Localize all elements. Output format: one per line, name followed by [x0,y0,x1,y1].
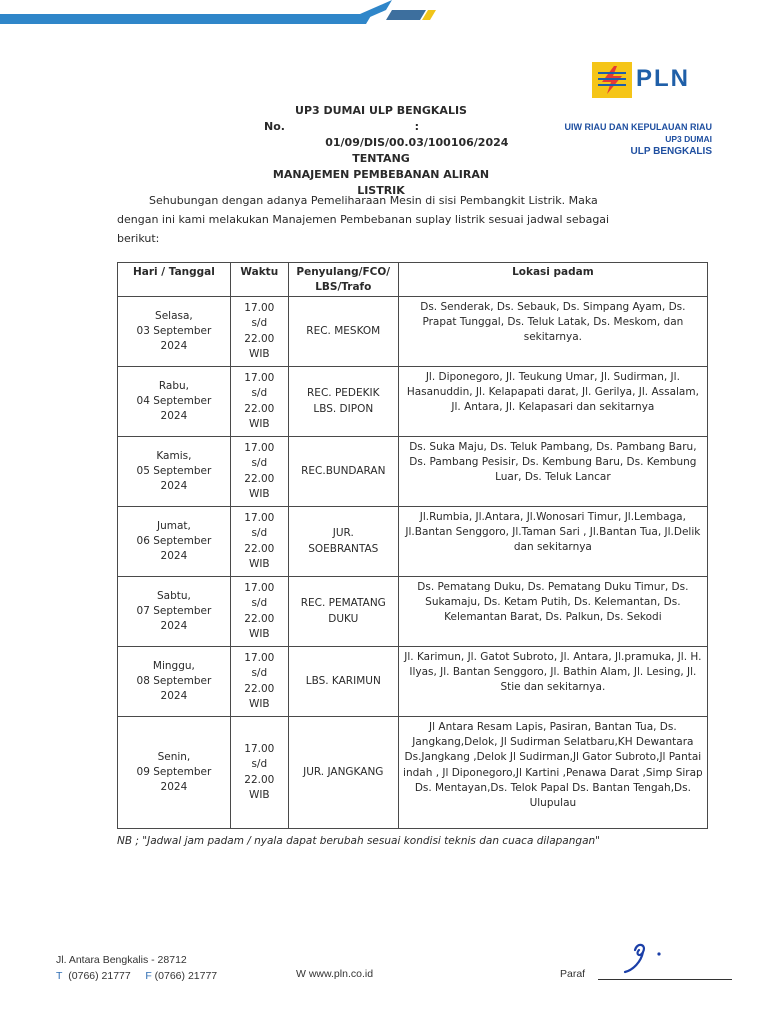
intro-paragraph [117,192,635,249]
unit-address-block [540,122,712,158]
cell-lokasi: Ds. Pematang Duku, Ds. Pematang Duku Timur, Ds. Sukamaju, Ds. Ketam Putih, Ds. Kelemantan, Ds. Kelemantan Barat, Ds. Palkun, Ds. Sekodi [398,577,707,647]
table-row [118,577,708,647]
table-row [118,367,708,437]
tel-value: (0766) 21777 [68,970,131,983]
web-label: W [296,968,306,980]
cell-penyulang: JUR. JANGKANG [288,717,398,829]
number-value: : 01/09/DIS/00.03/100106/2024 [325,119,509,149]
cell-lokasi: Jl.Rumbia, Jl.Antara, Jl.Wonosari Timur, Jl.Lembaga, Jl.Bantan Senggoro, Jl.Taman Sari , Jl.Bantan Tua, Jl.Delik dan sekitarnya [398,507,707,577]
unit-line-2: UP3 DUMAI [665,133,712,144]
cell-waktu: 17.00 s/d 22.00 WIB [230,437,288,507]
table-row [118,437,708,507]
signature-mark [615,940,675,980]
footer-address: Jl. Antara Bengkalis - 28712 [56,954,187,966]
table-row [118,507,708,577]
cell-hari: Kamis, 05 September 2024 [118,437,231,507]
cell-hari: Jumat, 06 September 2024 [118,507,231,577]
cell-penyulang: REC.BUNDARAN [288,437,398,507]
cell-hari: Rabu, 04 September 2024 [118,367,231,437]
schedule-table [117,262,708,829]
cell-penyulang: JUR. SOEBRANTAS [288,507,398,577]
number-label: No. [264,119,285,133]
header-lokasi: Lokasi padam [398,263,707,297]
heading-office: UP3 DUMAI ULP BENGKALIS [295,104,467,117]
table-row [118,297,708,367]
intro-line-1: Sehubungan dengan adanya Pemeliharaan Mesin di sisi Pembangkit Listrik. Maka [149,194,598,207]
pln-wordmark: PLN [636,65,690,92]
unit-line-1: UIW RIAU DAN KEPULAUAN RIAU [564,122,712,132]
cell-hari: Selasa, 03 September 2024 [118,297,231,367]
unit-line-3: ULP BENGKALIS [630,145,712,157]
header-waktu: Waktu [230,263,288,297]
cell-hari: Senin, 09 September 2024 [118,717,231,829]
table-row [118,647,708,717]
cell-waktu: 17.00 s/d 22.00 WIB [230,507,288,577]
tel-label: T [56,970,63,983]
paraf-label: Paraf [560,968,586,980]
fax-value: (0766) 21777 [154,970,218,983]
table-row [118,717,708,829]
pln-lightning-icon [592,62,632,98]
cell-lokasi: Jl. Karimun, Jl. Gatot Subroto, Jl. Antara, Jl.pramuka, Jl. H. Ilyas, Jl. Bantan Senggoro, Jl. Bathin Alam, Jl. Lesing, Jl. Stie dan sekitarnya. [398,647,707,717]
header-hari: Hari / Tanggal [118,263,231,297]
cell-penyulang: LBS. KARIMUN [288,647,398,717]
cell-lokasi: Ds. Suka Maju, Ds. Teluk Pambang, Ds. Pambang Baru, Ds. Pambang Pesisir, Ds. Kembung Baru, Ds. Kembung Luar, Ds. Teluk Lancar [398,437,707,507]
footer-phone-fax [56,968,217,984]
intro-line-3: berikut: [117,231,160,245]
cell-hari: Minggu, 08 September 2024 [118,647,231,717]
heading-subject: MANAJEMEN PEMBEBANAN ALIRAN LISTRIK [272,167,490,197]
footer-contact [56,952,217,985]
nb-note: NB ; "Jadwal jam padam / nyala dapat berubah sesuai kondisi teknis dan cuaca dilapangan" [117,835,600,847]
fax-label: F [145,970,152,983]
heading-tentang: TENTANG [352,151,410,165]
table-header-row [118,263,708,297]
cell-waktu: 17.00 s/d 22.00 WIB [230,577,288,647]
cell-lokasi: Jl Antara Resam Lapis, Pasiran, Bantan Tua, Ds. Jangkang,Delok, Jl Sudirman Selatbaru,KH Dewantara Ds.Jangkang ,Delok Jl Sudirman,Jl Gator Subroto,Jl Pantai indah , Jl Diponegoro,Jl Kartini ,Penawa Darat ,Simp Sirap Ds. Mentayan,Ds. Telok Papal Ds. Bantan Tengah,Ds. Ulupulau [398,717,707,829]
cell-lokasi: Ds. Senderak, Ds. Sebauk, Ds. Simpang Ayam, Ds. Prapat Tunggal, Ds. Teluk Latak, Ds. Meskom, dan sekitarnya. [398,297,707,367]
cell-waktu: 17.00 s/d 22.00 WIB [230,647,288,717]
cell-penyulang: REC. PEMATANG DUKU [288,577,398,647]
cell-lokasi: Jl. Diponegoro, Jl. Teukung Umar, Jl. Sudirman, Jl. Hasanuddin, Jl. Kelapapati darat, Jl. Gerilya, Jl. Assalam, Jl. Antara, Jl. Kelapasari dan sekitarnya [398,367,707,437]
letter-heading [250,103,512,199]
cell-waktu: 17.00 s/d 22.00 WIB [230,297,288,367]
intro-line-2: dengan ini kami melakukan Manajemen Pembebanan suplay listrik sesuai jadwal sebagai [117,212,610,226]
cell-penyulang: REC. MESKOM [288,297,398,367]
web-value: www.pln.co.id [308,968,374,980]
cell-waktu: 17.00 s/d 22.00 WIB [230,717,288,829]
cell-hari: Sabtu, 07 September 2024 [118,577,231,647]
top-banner-stripe [0,0,768,30]
heading-number [250,119,512,151]
header-penyulang: Penyulang/FCO/ LBS/Trafo [288,263,398,297]
footer-website [296,968,373,980]
cell-waktu: 17.00 s/d 22.00 WIB [230,367,288,437]
cell-penyulang: REC. PEDEKIK LBS. DIPON [288,367,398,437]
